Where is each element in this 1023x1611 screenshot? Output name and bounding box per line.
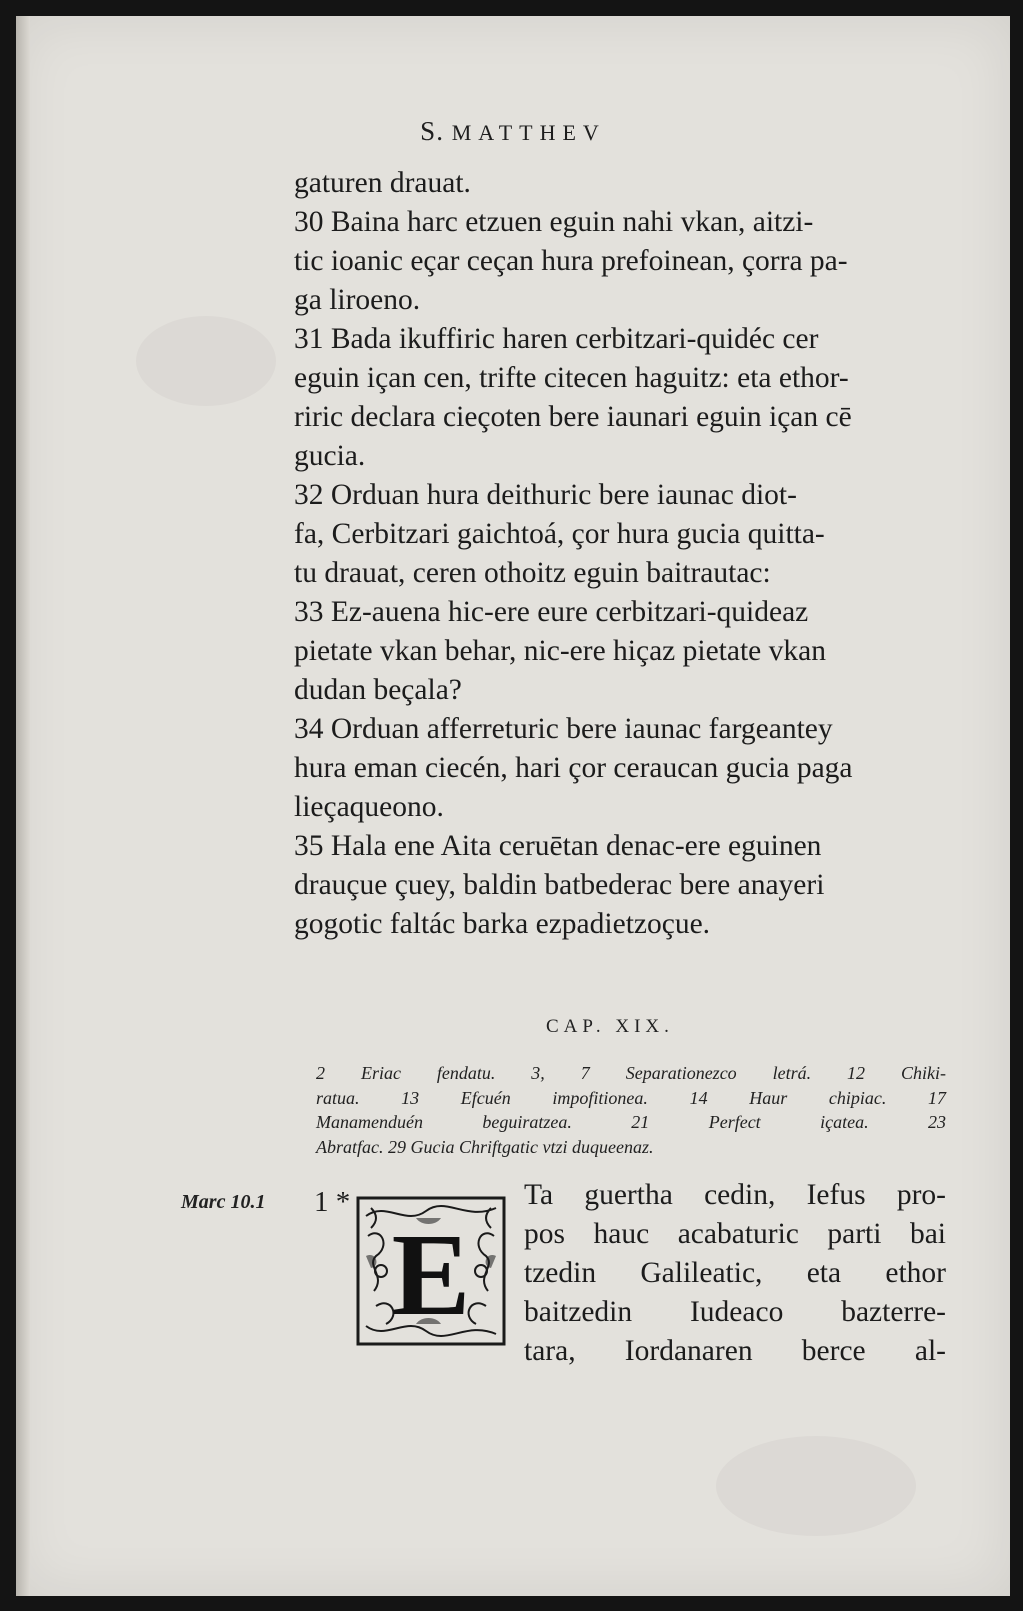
paper-stain	[136, 316, 276, 406]
verse-number: 1 *	[314, 1186, 351, 1218]
verse-one-text	[524, 1176, 946, 1371]
text-line: 35 Hala ene Aita ceruētan denac-ere eguinen	[294, 830, 822, 862]
text-line: 33 Ez-auena hic-ere eure cerbitzari-quideaz	[294, 596, 809, 628]
decorated-initial-icon	[356, 1196, 506, 1346]
text-line: hura eman ciecén, hari çor ceraucan gucia paga	[294, 752, 853, 784]
summary-line: Abratfac. 29 Gucia Chriftgatic vtzi duqueenaz.	[316, 1136, 654, 1157]
summary-line: Manamenduén beguiratzea. 21 Perfect içatea. 23	[316, 1112, 946, 1132]
running-header	[16, 116, 1010, 147]
text-line: dudan beçala?	[294, 674, 462, 706]
text-line: gaturen drauat.	[294, 167, 471, 199]
chapter-title: CAP. XIX.	[546, 1016, 674, 1037]
margin-reference-text: Marc 10.1	[181, 1191, 266, 1213]
text-line: tic ioanic eçar ceçan hura prefoinean, çorra pa-	[294, 245, 848, 277]
header-title: MATTHEV	[451, 120, 606, 145]
drop-cap-letter: E	[391, 1209, 471, 1340]
verse-text-block	[294, 164, 946, 944]
text-line: ga liroeno.	[294, 284, 421, 316]
chapter-summary	[316, 1061, 946, 1159]
text-line: baitzedin Iudeaco bazterre-	[524, 1296, 946, 1328]
text-line: gucia.	[294, 440, 366, 472]
text-line: fa, Cerbitzari gaichtoá, çor hura gucia quitta-	[294, 518, 825, 550]
header-initial: S.	[420, 116, 444, 146]
text-line: tzedin Galileatic, eta ethor	[524, 1257, 946, 1289]
text-line: 31 Bada ikuffiric haren cerbitzari-quidéc cer	[294, 323, 819, 355]
text-line: riric declara cieçoten bere iaunari eguin içan cē	[294, 401, 852, 433]
text-line: tara, Iordanaren berce al-	[524, 1335, 946, 1367]
text-line: pietate vkan behar, nic-ere hiçaz pietate vkan	[294, 635, 826, 667]
margin-reference	[181, 1191, 265, 1214]
text-line: 32 Orduan hura deithuric bere iaunac diot-	[294, 479, 797, 511]
text-line: pos hauc acabaturic parti bai	[524, 1218, 946, 1250]
text-line: 30 Baina harc etzuen eguin nahi vkan, aitzi-	[294, 206, 814, 238]
text-line: 34 Orduan afferreturic bere iaunac fargeantey	[294, 713, 833, 745]
summary-line: ratua. 13 Efcuén impofitionea. 14 Haur chipiac. 17	[316, 1087, 946, 1108]
text-line: lieçaqueono.	[294, 791, 444, 823]
text-line: drauçue çuey, baldin batbederac bere anayeri	[294, 869, 825, 901]
page-edge	[16, 16, 30, 1596]
text-line: tu drauat, ceren othoitz eguin baitrautac:	[294, 557, 771, 589]
book-page	[16, 16, 1010, 1596]
text-line: Ta guertha cedin, Iefus pro-	[524, 1179, 946, 1211]
text-line: eguin içan cen, trifte citecen haguitz: eta ethor-	[294, 362, 849, 394]
text-line: gogotic faltác barka ezpadietzoçue.	[294, 908, 711, 940]
paper-stain	[716, 1436, 916, 1536]
summary-line: 2 Eriac fendatu. 3, 7 Separationezco letrá. 12 Chiki-	[316, 1063, 946, 1083]
